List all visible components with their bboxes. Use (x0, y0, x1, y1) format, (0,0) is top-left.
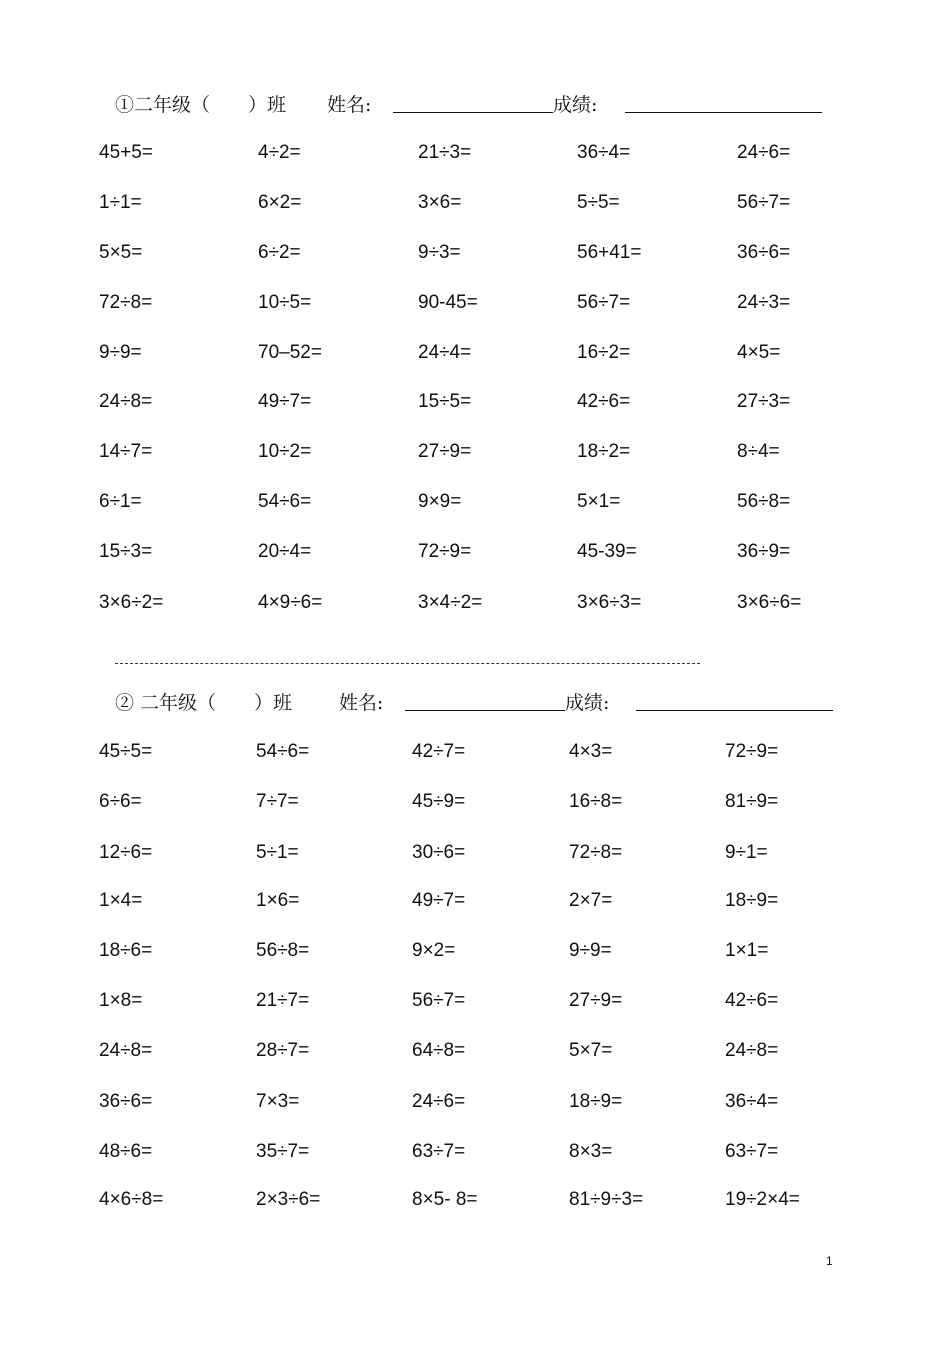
problem: 72÷9= (418, 541, 472, 562)
problem: 4×3= (569, 741, 613, 762)
problem: 27÷9= (418, 441, 472, 462)
sheet1-name-blank[interactable] (393, 112, 553, 113)
problem: 24÷3= (737, 292, 791, 313)
problem: 5×5= (99, 242, 143, 263)
problem: 36÷9= (737, 541, 791, 562)
problem: 14÷7= (99, 441, 153, 462)
problem: 1×4= (99, 890, 143, 911)
problem: 3×6= (418, 192, 462, 213)
problem: 21÷3= (418, 142, 472, 163)
problem: 10÷2= (258, 441, 312, 462)
problem: 20÷4= (258, 541, 312, 562)
problem: 56÷8= (256, 940, 310, 961)
problem: 6÷6= (99, 791, 142, 812)
problem: 9÷9= (569, 940, 612, 961)
sheet2-name-blank[interactable] (405, 710, 565, 711)
problem: 8÷4= (737, 441, 780, 462)
problem: 42÷6= (577, 391, 631, 412)
problem: 56÷7= (412, 990, 466, 1011)
problem: 15÷3= (99, 541, 153, 562)
problem: 1×6= (256, 890, 300, 911)
sheet2-class-label: ② 二年级（ ）班 (115, 692, 293, 714)
problem: 9×9= (418, 491, 462, 512)
problem: 16÷2= (577, 342, 631, 363)
cut-line-divider (115, 663, 700, 664)
problem: 3×6÷2= (99, 592, 164, 613)
problem: 70–52= (258, 342, 322, 363)
sheet2-score-blank[interactable] (636, 710, 833, 711)
problem: 3×4÷2= (418, 592, 483, 613)
problem: 7÷7= (256, 791, 299, 812)
problem: 8×3= (569, 1141, 613, 1162)
problem: 2×3÷6= (256, 1189, 321, 1210)
problem: 5÷5= (577, 192, 620, 213)
problem: 4×9÷6= (258, 592, 323, 613)
problem: 36÷6= (737, 242, 791, 263)
sheet1-score-label: 成绩: (553, 94, 598, 116)
problem: 18÷6= (99, 940, 153, 961)
problem: 45÷9= (412, 791, 466, 812)
problem: 8×5- 8= (412, 1189, 478, 1210)
problem: 63÷7= (412, 1141, 466, 1162)
problem: 1×8= (99, 990, 143, 1011)
problem: 56÷7= (577, 292, 631, 313)
page-number: 1 (826, 1254, 833, 1268)
problem: 19÷2×4= (725, 1189, 800, 1210)
problem: 28÷7= (256, 1040, 310, 1061)
problem: 36÷6= (99, 1091, 153, 1112)
problem: 63÷7= (725, 1141, 779, 1162)
problem: 10÷5= (258, 292, 312, 313)
sheet2-header (115, 688, 845, 718)
problem: 54÷6= (258, 491, 312, 512)
problem: 2×7= (569, 890, 613, 911)
problem: 6÷1= (99, 491, 142, 512)
problem: 24÷6= (412, 1091, 466, 1112)
problem: 42÷7= (412, 741, 466, 762)
problem: 5÷1= (256, 842, 299, 863)
sheet2-score-label: 成绩: (565, 692, 610, 714)
problem: 18÷9= (725, 890, 779, 911)
problem: 24÷8= (725, 1040, 779, 1061)
problem: 24÷6= (737, 142, 791, 163)
problem: 9÷3= (418, 242, 461, 263)
problem: 49÷7= (412, 890, 466, 911)
problem: 4÷2= (258, 142, 301, 163)
problem: 36÷4= (577, 142, 631, 163)
problem: 90-45= (418, 292, 478, 313)
problem: 64÷8= (412, 1040, 466, 1061)
problem: 9÷9= (99, 342, 142, 363)
problem: 72÷8= (99, 292, 153, 313)
problem: 24÷8= (99, 1040, 153, 1061)
problem: 9×2= (412, 940, 456, 961)
problem: 49÷7= (258, 391, 312, 412)
problem: 24÷8= (99, 391, 153, 412)
problem: 45÷5= (99, 741, 153, 762)
problem: 56÷7= (737, 192, 791, 213)
problem: 4×6÷8= (99, 1189, 164, 1210)
problem: 4×5= (737, 342, 781, 363)
problem: 7×3= (256, 1091, 300, 1112)
problem: 9÷1= (725, 842, 768, 863)
problem: 18÷2= (577, 441, 631, 462)
problem: 24÷4= (418, 342, 472, 363)
sheet2-name-label: 姓名: (339, 692, 384, 714)
sheet1-score-blank[interactable] (625, 112, 822, 113)
problem: 6×2= (258, 192, 302, 213)
problem: 54÷6= (256, 741, 310, 762)
problem: 42÷6= (725, 990, 779, 1011)
sheet1-header (115, 90, 835, 120)
problem: 3×6÷3= (577, 592, 642, 613)
problem: 30÷6= (412, 842, 466, 863)
problem: 45-39= (577, 541, 637, 562)
problem: 18÷9= (569, 1091, 623, 1112)
problem: 16÷8= (569, 791, 623, 812)
problem: 72÷8= (569, 842, 623, 863)
problem: 15÷5= (418, 391, 472, 412)
problem: 56÷8= (737, 491, 791, 512)
sheet1-name-label: 姓名: (327, 94, 372, 116)
problem: 12÷6= (99, 842, 153, 863)
problem: 48÷6= (99, 1141, 153, 1162)
problem: 27÷9= (569, 990, 623, 1011)
problem: 5×7= (569, 1040, 613, 1061)
sheet1-class-label: ①二年级（ ）班 (115, 94, 287, 116)
problem: 56+41= (577, 242, 642, 263)
problem: 1÷1= (99, 192, 142, 213)
problem: 6÷2= (258, 242, 301, 263)
problem: 45+5= (99, 142, 153, 163)
problem: 81÷9÷3= (569, 1189, 644, 1210)
problem: 5×1= (577, 491, 621, 512)
problem: 1×1= (725, 940, 769, 961)
problem: 72÷9= (725, 741, 779, 762)
problem: 21÷7= (256, 990, 310, 1011)
problem: 3×6÷6= (737, 592, 802, 613)
problem: 81÷9= (725, 791, 779, 812)
problem: 35÷7= (256, 1141, 310, 1162)
problem: 27÷3= (737, 391, 791, 412)
problem: 36÷4= (725, 1091, 779, 1112)
